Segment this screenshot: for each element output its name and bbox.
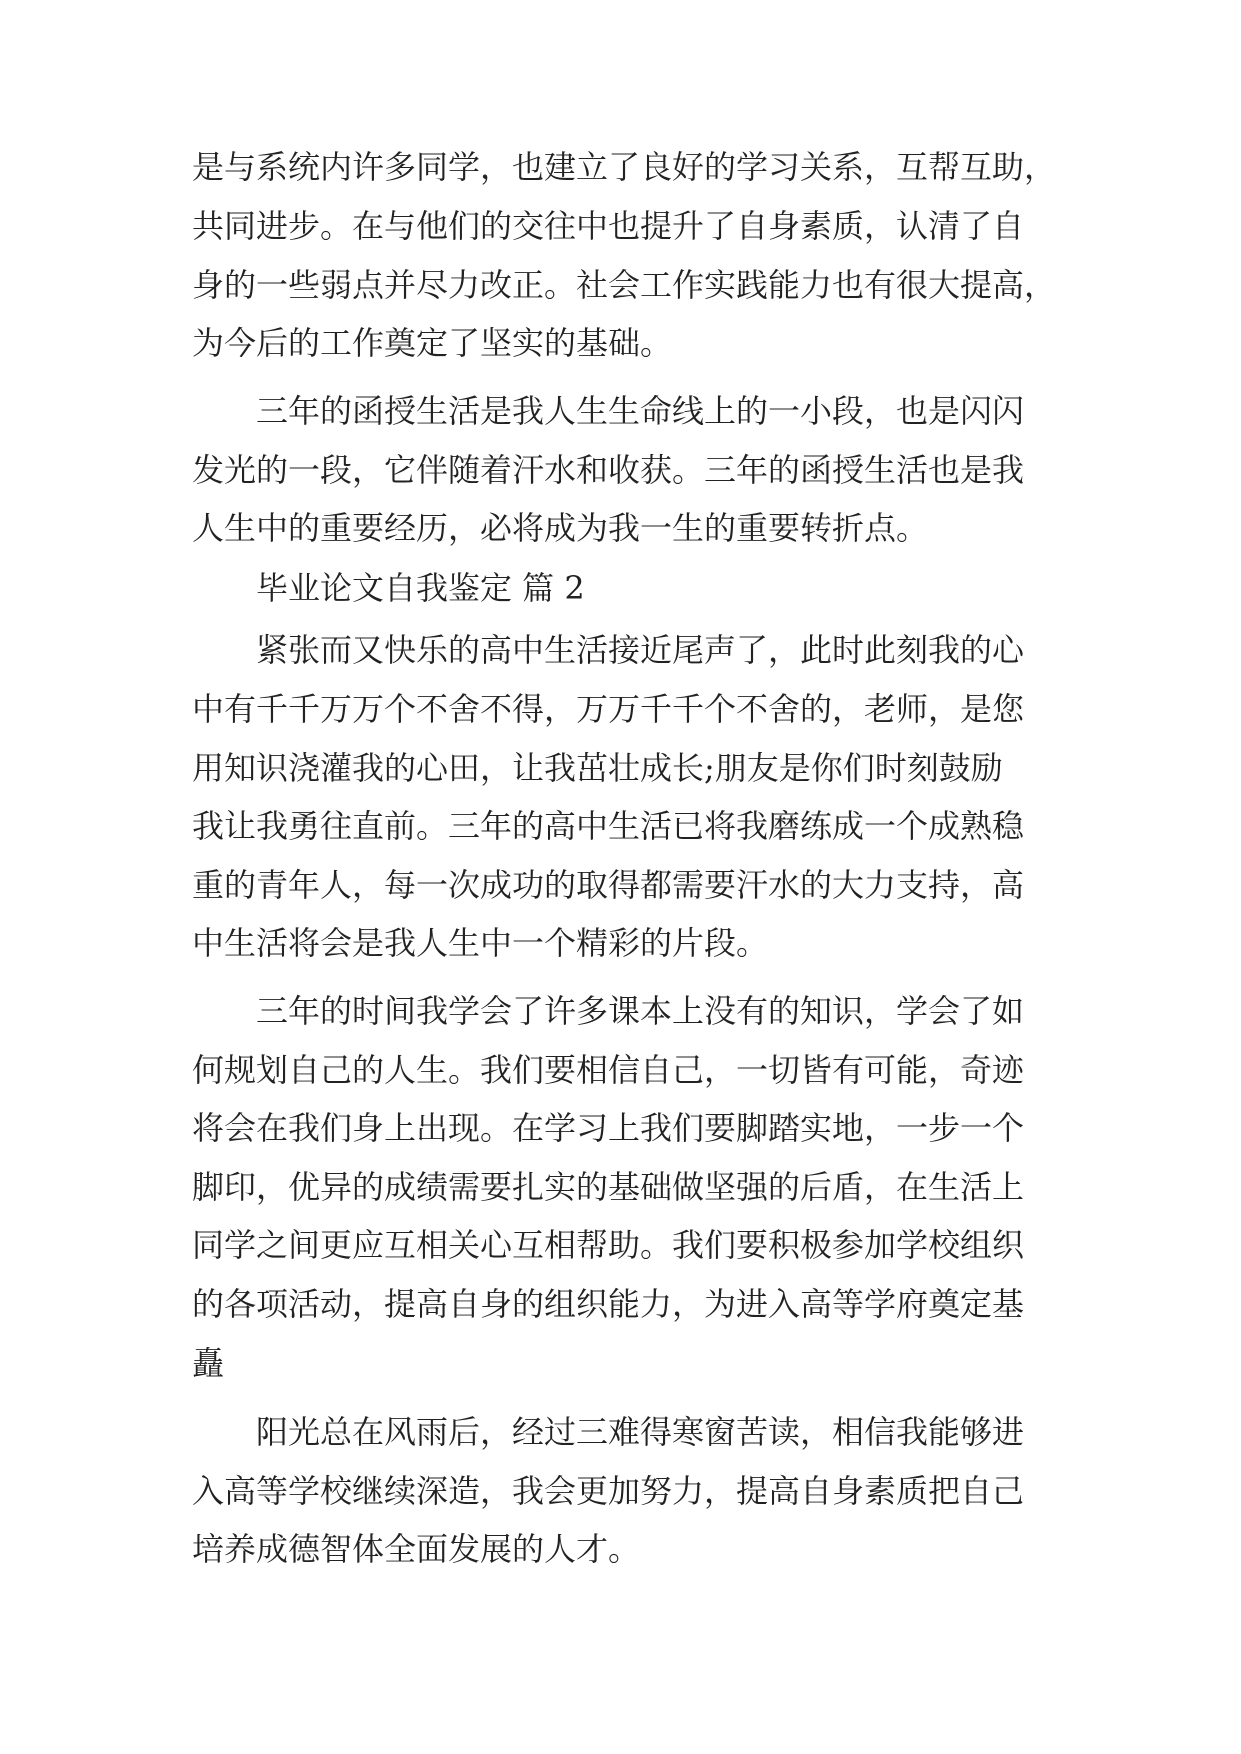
text-line: 何规划自己的人生。我们要相信自己，一切皆有可能，奇迹 <box>192 1051 1025 1089</box>
text-line: 重的青年人，每一次成功的取得都需要汗水的大力支持，高 <box>192 866 1025 904</box>
text-line: 人生中的重要经历，必将成为我一生的重要转折点。 <box>192 509 929 547</box>
text-line: 将会在我们身上出现。在学习上我们要脚踏实地，一步一个 <box>192 1109 1025 1147</box>
text-line: 培养成德智体全面发展的人才。 <box>192 1530 641 1568</box>
text-line: 共同进步。在与他们的交往中也提升了自身素质，认清了自 <box>192 207 1025 245</box>
text-line: 中有千千万万个不舍不得，万万千千个不舍的，老师，是您 <box>192 690 1025 728</box>
text-line: 同学之间更应互相关心互相帮助。我们要积极参加学校组织 <box>192 1226 1025 1264</box>
text-line: 我让我勇往直前。三年的高中生活已将我磨练成一个成熟稳 <box>192 807 1025 845</box>
text-line: 身的一些弱点并尽力改正。社会工作实践能力也有很大提高， <box>192 266 1057 304</box>
text-line: 为今后的工作奠定了坚实的基础。 <box>192 324 673 362</box>
text-line: 的各项活动，提高自身的组织能力，为进入高等学府奠定基 <box>192 1285 1025 1323</box>
text-line: 矗 <box>192 1344 225 1382</box>
text-line: 三年的函授生活是我人生生命线上的一小段，也是闪闪 <box>256 392 1025 430</box>
text-line: 紧张而又快乐的高中生活接近尾声了，此时此刻我的心 <box>256 631 1025 669</box>
text-line: 是与系统内许多同学，也建立了良好的学习关系，互帮互助， <box>192 148 1057 186</box>
text-line: 三年的时间我学会了许多课本上没有的知识，学会了如 <box>256 992 1025 1030</box>
text-line: 中生活将会是我人生中一个精彩的片段。 <box>192 924 769 962</box>
text-line: 阳光总在风雨后，经过三难得寒窗苦读，相信我能够进 <box>256 1413 1025 1451</box>
section-heading: 毕业论文自我鉴定 篇 2 <box>256 569 585 607</box>
text-line: 用知识浇灌我的心田，让我茁壮成长;朋友是你们时刻鼓励 <box>192 749 1003 787</box>
text-line: 入高等学校继续深造，我会更加努力，提高自身素质把自己 <box>192 1472 1025 1510</box>
text-line: 发光的一段，它伴随着汗水和收获。三年的函授生活也是我 <box>192 451 1025 489</box>
text-line: 脚印，优异的成绩需要扎实的基础做坚强的后盾，在生活上 <box>192 1168 1025 1206</box>
